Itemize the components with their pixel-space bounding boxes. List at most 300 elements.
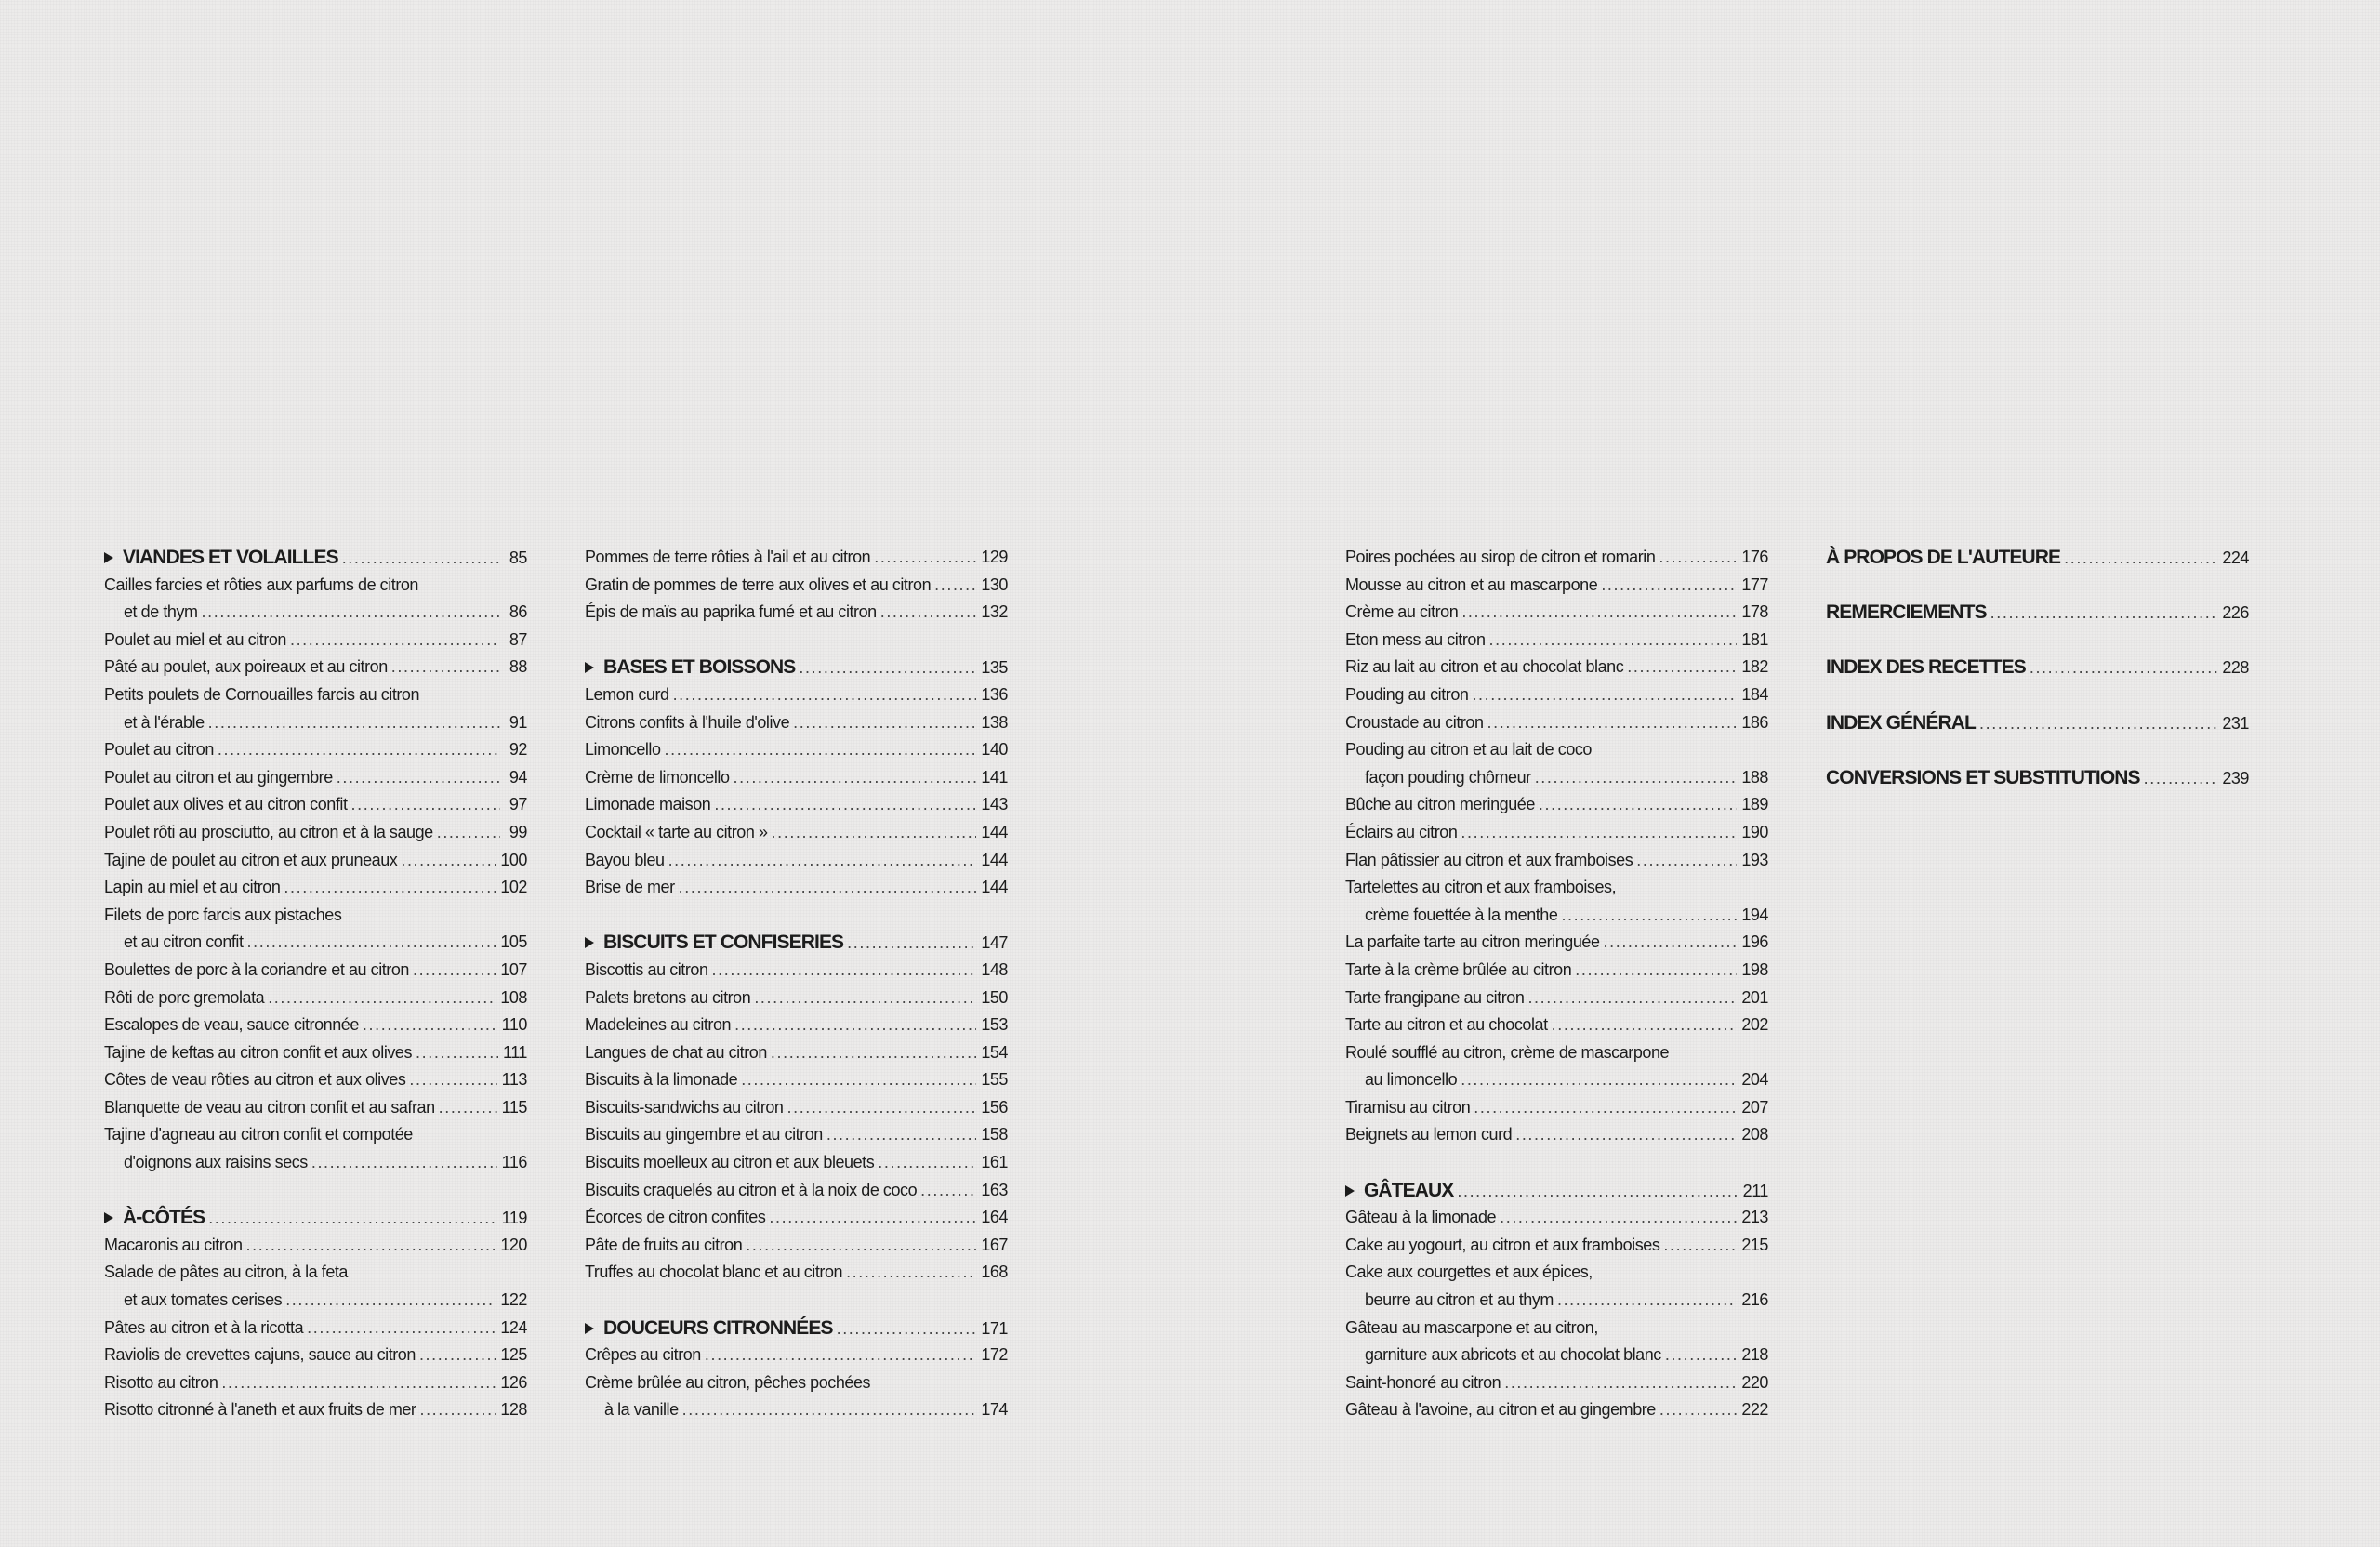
toc-entry-creme-brulee-au-citron-peches-pochees (585, 1369, 1008, 1397)
toc-entry-beurre-au-citron-et-au-thym (1345, 1287, 1768, 1315)
page-number: 184 (1741, 684, 1768, 704)
dot-leader (1552, 1012, 1738, 1039)
toc-entry-poulet-roti-au-prosciutto-au-citron-et-a-la-saug (104, 819, 527, 847)
page-number: 108 (500, 987, 527, 1007)
page-number: 193 (1741, 850, 1768, 869)
page-number: 105 (500, 932, 527, 952)
toc-entry-title: Escalopes de veau, sauce citronnée (104, 1015, 359, 1035)
toc-entry-title: Cake aux courgettes et aux épices, (1345, 1263, 1593, 1282)
dot-leader (2030, 654, 2217, 682)
toc-entry-title: Pâté au poulet, aux poireaux et au citron (104, 657, 388, 677)
toc-entry-raviolis-de-crevettes-cajuns-sauce-au-citron (104, 1342, 527, 1369)
dot-leader (221, 1369, 496, 1397)
toc-entry-title: à la vanille (604, 1400, 679, 1420)
toc-section-biscuits-et-confiseries (585, 929, 1008, 957)
toc-entry-title: Brise de mer (585, 878, 675, 897)
page-number: 154 (981, 1042, 1008, 1062)
dot-leader (2064, 545, 2217, 573)
toc-entry-title: Biscuits craquelés au citron et à la noix de coco (585, 1180, 918, 1199)
page-number: 113 (501, 1070, 527, 1090)
toc-entry-tartelettes-au-citron-et-aux-framboises (1345, 874, 1768, 902)
toc-section-gateaux (1345, 1177, 1768, 1205)
page-number: 171 (981, 1318, 1008, 1338)
dot-leader (769, 1204, 976, 1232)
toc-entry-title: crème fouettée à la menthe (1365, 905, 1558, 924)
dot-leader (679, 874, 977, 902)
dot-leader (1472, 681, 1737, 709)
page-number: 92 (509, 740, 527, 760)
dot-leader (771, 1039, 976, 1067)
toc-entry-brise-de-mer (585, 874, 1008, 902)
toc-entry-tajine-d-agneau-au-citron-confit-et-compotee (104, 1121, 527, 1149)
dot-leader (1500, 1204, 1737, 1232)
toc-entry-title: Épis de maïs au paprika fumé et au citron (585, 602, 877, 622)
toc-entry-limonade-maison (585, 791, 1008, 819)
page-number: 144 (981, 822, 1008, 841)
toc-entry-pate-de-fruits-au-citron (585, 1232, 1008, 1260)
toc-entry-title: Poires pochées au sirop de citron et romarin (1345, 548, 1656, 566)
toc-heading-index-des-recettes (1826, 654, 2249, 681)
page-number: 86 (509, 602, 527, 622)
toc-column-1 (104, 544, 527, 1424)
toc-entry-au-limoncello (1345, 1066, 1768, 1094)
toc-entry-title: Raviolis de crevettes cajuns, sauce au citron (104, 1345, 416, 1365)
toc-entry-cocktail-tarte-au-citron (585, 819, 1008, 847)
dot-leader (1539, 791, 1737, 819)
page-number: 111 (502, 1042, 527, 1062)
dot-leader (874, 544, 976, 572)
toc-entry-title: À-CÔTÉS (123, 1207, 205, 1229)
dot-leader (1561, 902, 1737, 930)
toc-section-viandes-et-volailles (104, 544, 527, 572)
dot-leader (734, 764, 977, 792)
toc-entry-title: Limonade maison (585, 795, 711, 814)
toc-entry-ecorces-de-citron-confites (585, 1204, 1008, 1232)
toc-entry-creme-au-citron (1345, 599, 1768, 627)
page-number: 196 (1741, 932, 1768, 952)
dot-leader (391, 654, 500, 681)
toc-entry-title: Salade de pâtes au citron, à la feta (104, 1263, 348, 1282)
page-number: 176 (1741, 548, 1768, 566)
dot-leader (1627, 654, 1737, 681)
section-spacer (1826, 627, 2249, 654)
toc-entry-title: Poulet aux olives et au citron confit (104, 795, 348, 814)
dot-leader (880, 599, 977, 627)
dot-leader (799, 654, 976, 682)
toc-entry-title: Écorces de citron confites (585, 1208, 766, 1227)
toc-entry-title: Gratin de pommes de terre aux olives et au citron (585, 575, 932, 594)
toc-entry-title: Beignets au lemon curd (1345, 1125, 1513, 1144)
toc-entry-tajine-de-keftas-au-citron-confit-et-aux-olives (104, 1039, 527, 1067)
page-number: 136 (981, 684, 1008, 704)
page-number: 202 (1741, 1015, 1768, 1035)
toc-entry-title: Poulet au citron et au gingembre (104, 767, 333, 787)
page-number: 128 (500, 1400, 527, 1420)
page-number: 87 (509, 629, 527, 649)
dot-leader (1990, 600, 2218, 628)
page-number: 107 (500, 959, 527, 979)
toc-entry-title: VIANDES ET VOLAILLES (123, 547, 338, 568)
page-number: 141 (981, 767, 1008, 787)
dot-leader (311, 1149, 497, 1177)
page-number: 148 (981, 959, 1008, 979)
page-number: 122 (500, 1290, 527, 1310)
dot-leader (837, 1316, 977, 1343)
page-number: 186 (1741, 712, 1768, 732)
toc-heading-remerciements (1826, 599, 2249, 627)
toc-entry-risotto-citronne-a-l-aneth-et-aux-fruits-de-mer (104, 1396, 527, 1424)
page-number: 228 (2222, 658, 2249, 678)
dot-leader (772, 819, 977, 847)
section-spacer (585, 627, 1008, 654)
toc-entry-beignets-au-lemon-curd (1345, 1121, 1768, 1149)
toc-entry-title: et de thym (124, 602, 198, 622)
page-number: 94 (509, 767, 527, 787)
page-number: 167 (981, 1235, 1008, 1254)
toc-entry-saint-honore-au-citron (1345, 1369, 1768, 1397)
page-number: 204 (1741, 1070, 1768, 1090)
toc-entry-title: Tiramisu au citron (1345, 1097, 1471, 1117)
toc-entry-title: Éclairs au citron (1345, 822, 1458, 841)
page-number: 158 (981, 1125, 1008, 1144)
page-number: 163 (981, 1180, 1008, 1199)
toc-entry-crepes-au-citron (585, 1342, 1008, 1369)
toc-entry-title: Crêpes au citron (585, 1345, 701, 1365)
section-spacer (585, 902, 1008, 930)
page-number: 88 (509, 657, 527, 677)
toc-entry-citrons-confits-a-l-huile-d-olive (585, 709, 1008, 737)
section-spacer (1826, 736, 2249, 764)
toc-column-4 (1826, 544, 2249, 791)
toc-entry-title: Pouding au citron (1345, 684, 1469, 704)
dot-leader (1557, 1287, 1737, 1315)
toc-entry-title: Riz au lait au citron et au chocolat blanc (1345, 657, 1624, 677)
section-spacer (1345, 1149, 1768, 1177)
toc-entry-tarte-au-citron-et-au-chocolat (1345, 1012, 1768, 1039)
dot-leader (746, 1232, 976, 1260)
page-number: 120 (500, 1235, 527, 1254)
page-number: 110 (501, 1015, 527, 1035)
dot-leader (208, 709, 500, 737)
page-number: 144 (981, 850, 1008, 869)
toc-entry-buche-au-citron-meringuee (1345, 791, 1768, 819)
toc-entry-title: BISCUITS ET CONFISERIES (603, 932, 844, 954)
toc-entry-gateau-a-l-avoine-au-citron-et-au-gingembre (1345, 1396, 1768, 1424)
page-number: 85 (509, 549, 527, 567)
toc-entry-title: Tajine d'agneau au citron confit et compotée (104, 1125, 413, 1144)
dot-leader (1979, 710, 2217, 738)
toc-entry-title: façon pouding chômeur (1365, 767, 1531, 787)
dot-leader (1515, 1121, 1737, 1149)
dot-leader (401, 847, 496, 875)
toc-entry-et-de-thym (104, 599, 527, 627)
section-spacer (1826, 572, 2249, 600)
toc-entry-madeleines-au-citron (585, 1012, 1008, 1039)
section-spacer (104, 1177, 527, 1205)
toc-entry-tarte-a-la-creme-brulee-au-citron (1345, 957, 1768, 985)
dot-leader (268, 985, 496, 1012)
toc-entry-title: Langues de chat au citron (585, 1042, 767, 1062)
dot-leader (1488, 709, 1738, 737)
toc-entry-title: Biscuits moelleux au citron et aux bleuets (585, 1153, 875, 1172)
triangle-right-icon (104, 552, 113, 563)
toc-column-2 (585, 544, 1008, 1424)
dot-leader (712, 957, 977, 985)
toc-entry-tiramisu-au-citron (1345, 1094, 1768, 1122)
toc-entry-title: Pommes de terre rôties à l'ail et au citron (585, 548, 871, 566)
page-number: 129 (981, 548, 1008, 566)
toc-entry-title: Risotto citronné à l'aneth et aux fruits de mer (104, 1400, 416, 1420)
dot-leader (1659, 544, 1737, 572)
dot-leader (1527, 985, 1737, 1012)
toc-entry-title: d'oignons aux raisins secs (124, 1153, 308, 1172)
toc-entry-title: La parfaite tarte au citron meringuée (1345, 932, 1600, 952)
dot-leader (1461, 1066, 1737, 1094)
dot-leader (734, 1012, 976, 1039)
page-number: 155 (981, 1070, 1008, 1090)
toc-entry-et-aux-tomates-cerises (104, 1287, 527, 1315)
dot-leader (1604, 929, 1738, 957)
toc-entry-pommes-de-terre-roties-a-l-ail-et-au-citron (585, 544, 1008, 572)
toc-entry-a-la-vanille (585, 1396, 1008, 1424)
toc-entry-riz-au-lait-au-citron-et-au-chocolat-blanc (1345, 654, 1768, 681)
dot-leader (1474, 1094, 1737, 1122)
toc-heading-conversions-et-substitutions (1826, 764, 2249, 792)
toc-entry-cailles-farcies-et-roties-aux-parfums-de-citron (104, 572, 527, 600)
page-number: 126 (500, 1372, 527, 1392)
toc-entry-title: Biscuits au gingembre et au citron (585, 1125, 823, 1144)
page-number: 140 (981, 740, 1008, 760)
toc-entry-pate-au-poulet-aux-poireaux-et-au-citron (104, 654, 527, 681)
toc-entry-poulet-au-citron (104, 736, 527, 764)
toc-entry-title: Crème brûlée au citron, pêches pochées (585, 1372, 871, 1392)
dot-leader (419, 1342, 496, 1369)
dot-leader (741, 1066, 976, 1094)
toc-entry-facon-pouding-chomeur (1345, 764, 1768, 792)
triangle-right-icon (585, 662, 594, 673)
toc-entry-biscuits-au-gingembre-et-au-citron (585, 1121, 1008, 1149)
toc-entry-title: Citrons confits à l'huile d'olive (585, 712, 790, 732)
dot-leader (1636, 847, 1737, 875)
toc-entry-truffes-au-chocolat-blanc-et-au-citron (585, 1259, 1008, 1287)
section-spacer (585, 1287, 1008, 1315)
toc-entry-biscuits-craqueles-au-citron-et-a-la-noix-de-coc (585, 1177, 1008, 1205)
toc-entry-title: Palets bretons au citron (585, 987, 751, 1007)
toc-entry-title: Tarte frangipane au citron (1345, 987, 1525, 1007)
toc-entry-title: Madeleines au citron (585, 1015, 732, 1035)
toc-entry-title: Lapin au miel et au citron (104, 878, 281, 897)
toc-entry-filets-de-porc-farcis-aux-pistaches (104, 902, 527, 930)
page-number: 177 (1741, 575, 1768, 594)
dot-leader (1575, 957, 1737, 985)
triangle-right-icon (585, 1323, 594, 1334)
toc-entry-title: Risotto au citron (104, 1372, 218, 1392)
toc-entry-lemon-curd (585, 681, 1008, 709)
toc-entry-title: Tajine de poulet au citron et aux pruneaux (104, 850, 398, 869)
page-number: 164 (981, 1208, 1008, 1227)
page-number: 182 (1741, 657, 1768, 677)
toc-entry-title: Bayou bleu (585, 850, 665, 869)
page-number: 97 (509, 795, 527, 814)
page-number: 138 (981, 712, 1008, 732)
toc-entry-title: Pouding au citron et au lait de coco (1345, 740, 1592, 760)
toc-entry-et-au-citron-confit (104, 929, 527, 957)
toc-section-douceurs-citronnees (585, 1315, 1008, 1342)
toc-entry-title: et aux tomates cerises (124, 1290, 283, 1310)
dot-leader (1665, 1342, 1737, 1369)
toc-entry-lapin-au-miel-et-au-citron (104, 874, 527, 902)
toc-heading-index-general (1826, 709, 2249, 737)
toc-entry-salade-de-pates-au-citron-a-la-feta (104, 1259, 527, 1287)
dot-leader (934, 572, 976, 600)
toc-entry-title: Crème de limoncello (585, 767, 730, 787)
toc-entry-title: INDEX DES RECETTES (1826, 656, 2026, 679)
toc-entry-title: Croustade au citron (1345, 712, 1484, 732)
dot-leader (793, 709, 976, 737)
toc-section-bases-et-boissons (585, 654, 1008, 681)
dot-leader (878, 1149, 976, 1177)
toc-entry-tarte-frangipane-au-citron (1345, 985, 1768, 1012)
toc-entry-title: Gâteau à l'avoine, au citron et au gingembre (1345, 1400, 1656, 1420)
toc-entry-risotto-au-citron (104, 1369, 527, 1397)
toc-entry-d-oignons-aux-raisins-secs (104, 1149, 527, 1177)
toc-entry-title: Tajine de keftas au citron confit et aux olives (104, 1042, 413, 1062)
dot-leader (307, 1315, 496, 1342)
toc-entry-pouding-au-citron-et-au-lait-de-coco (1345, 736, 1768, 764)
dot-leader (1457, 1178, 1738, 1206)
page-number: 189 (1741, 795, 1768, 814)
toc-entry-biscottis-au-citron (585, 957, 1008, 985)
dot-leader (416, 1039, 498, 1067)
toc-entry-macaronis-au-citron (104, 1232, 527, 1260)
toc-entry-tajine-de-poulet-au-citron-et-aux-pruneaux (104, 847, 527, 875)
toc-entry-flan-patissier-au-citron-et-aux-framboises (1345, 847, 1768, 875)
toc-entry-title: Petits poulets de Cornouailles farcis au citron (104, 684, 420, 704)
dot-leader (208, 1205, 496, 1233)
toc-entry-title: REMERCIEMENTS (1826, 602, 1987, 624)
page-number: 198 (1741, 959, 1768, 979)
toc-entry-cake-aux-courgettes-et-aux-epices (1345, 1259, 1768, 1287)
page-number: 150 (981, 987, 1008, 1007)
toc-entry-roule-souffle-au-citron-creme-de-mascarpone (1345, 1039, 1768, 1067)
toc-entry-garniture-aux-abricots-et-au-chocolat-blanc (1345, 1342, 1768, 1369)
dot-leader (246, 1232, 496, 1260)
dot-leader (2144, 765, 2218, 793)
toc-entry-cotes-de-veau-roties-au-citron-et-aux-olives (104, 1066, 527, 1094)
toc-entry-title: Saint-honoré au citron (1345, 1372, 1501, 1392)
page-number: 174 (981, 1400, 1008, 1420)
toc-entry-title: BASES ET BOISSONS (603, 656, 796, 679)
dot-leader (218, 736, 500, 764)
toc-entry-title: Eton mess au citron (1345, 629, 1486, 649)
page-number: 91 (509, 712, 527, 732)
toc-entry-petits-poulets-de-cornouailles-farcis-au-citron (104, 681, 527, 709)
dot-leader (787, 1094, 977, 1122)
triangle-right-icon (585, 937, 594, 948)
toc-entry-limoncello (585, 736, 1008, 764)
dot-leader (337, 764, 500, 792)
toc-entry-gateau-au-mascarpone-et-au-citron (1345, 1315, 1768, 1342)
page-number: 124 (500, 1317, 527, 1337)
toc-entry-title: garniture aux abricots et au chocolat blanc (1365, 1345, 1661, 1365)
toc-entry-title: À PROPOS DE L'AUTEURE (1826, 547, 2061, 568)
toc-entry-title: Lemon curd (585, 684, 669, 704)
toc-entry-title: Cailles farcies et rôties aux parfums de citron (104, 575, 418, 594)
toc-entry-title: GÂTEAUX (1364, 1179, 1454, 1201)
toc-entry-title: Pâtes au citron et à la ricotta (104, 1317, 304, 1337)
page-number: 153 (981, 1015, 1008, 1035)
page-number: 116 (501, 1153, 527, 1172)
toc-entry-biscuits-sandwichs-au-citron (585, 1094, 1008, 1122)
dot-leader (682, 1396, 977, 1424)
page-number: 147 (981, 933, 1008, 953)
toc-entry-gateau-a-la-limonade (1345, 1204, 1768, 1232)
page-number: 125 (500, 1345, 527, 1365)
dot-leader (668, 847, 977, 875)
toc-entry-creme-de-limoncello (585, 764, 1008, 792)
page-number: 222 (1741, 1400, 1768, 1420)
toc-entry-biscuits-a-la-limonade (585, 1066, 1008, 1094)
dot-leader (290, 627, 500, 654)
toc-entry-title: DOUCEURS CITRONNÉES (603, 1316, 833, 1339)
page-number: 178 (1741, 602, 1768, 622)
dot-leader (826, 1121, 976, 1149)
toc-entry-title: au limoncello (1365, 1070, 1458, 1090)
page-number: 115 (501, 1097, 527, 1117)
dot-leader (247, 929, 496, 957)
dot-leader (1663, 1232, 1737, 1260)
toc-entry-biscuits-moelleux-au-citron-et-aux-bleuets (585, 1149, 1008, 1177)
page-number: 172 (981, 1345, 1008, 1365)
toc-entry-poulet-au-citron-et-au-gingembre (104, 764, 527, 792)
toc-entry-eton-mess-au-citron (1345, 627, 1768, 654)
toc-entry-poulet-aux-olives-et-au-citron-confit (104, 791, 527, 819)
toc-entry-title: et à l'érable (124, 712, 205, 732)
toc-heading-a-propos-de-l-auteure (1826, 544, 2249, 572)
toc-entry-poulet-au-miel-et-au-citron (104, 627, 527, 654)
toc-entry-title: Tarte au citron et au chocolat (1345, 1015, 1548, 1035)
dot-leader (705, 1342, 976, 1369)
toc-entry-title: Flan pâtissier au citron et aux framboises (1345, 850, 1633, 869)
page-number: 156 (981, 1097, 1008, 1117)
toc-entry-title: Cake au yogourt, au citron et aux framboises (1345, 1235, 1660, 1254)
toc-entry-title: Gâteau à la limonade (1345, 1208, 1497, 1227)
triangle-right-icon (104, 1212, 113, 1223)
dot-leader (1461, 819, 1737, 847)
dot-leader (363, 1012, 497, 1039)
dot-leader (754, 985, 976, 1012)
toc-entry-title: et au citron confit (124, 932, 244, 952)
toc-entry-title: Roulé soufflé au citron, crème de mascarpone (1345, 1042, 1670, 1062)
toc-entry-title: Biscuits-sandwichs au citron (585, 1097, 784, 1117)
page-number: 102 (500, 878, 527, 897)
dot-leader (285, 1287, 496, 1315)
page-number: 211 (1742, 1181, 1768, 1200)
page-number: 188 (1741, 767, 1768, 787)
page-number: 194 (1741, 905, 1768, 924)
toc-entry-epis-de-mais-au-paprika-fume-et-au-citron (585, 599, 1008, 627)
toc-entry-la-parfaite-tarte-au-citron-meringuee (1345, 929, 1768, 957)
toc-entry-cake-au-yogourt-au-citron-et-aux-framboises (1345, 1232, 1768, 1260)
page-number: 216 (1741, 1290, 1768, 1310)
dot-leader (1601, 572, 1737, 600)
dot-leader (673, 681, 977, 709)
dot-leader (284, 874, 496, 902)
toc-entry-title: Biscuits à la limonade (585, 1070, 738, 1090)
toc-entry-creme-fouettee-a-la-menthe (1345, 902, 1768, 930)
toc-entry-title: Truffes au chocolat blanc et au citron (585, 1263, 843, 1282)
toc-section-a-cotes (104, 1204, 527, 1232)
